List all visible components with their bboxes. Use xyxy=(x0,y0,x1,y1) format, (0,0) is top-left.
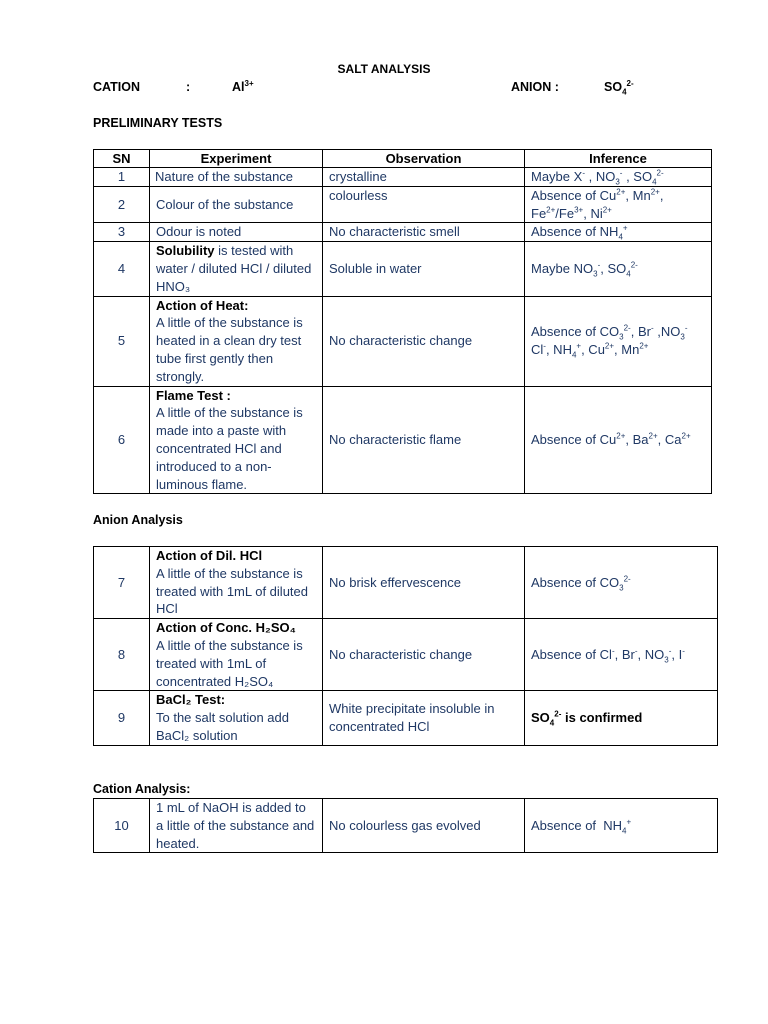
row-sn: 8 xyxy=(94,619,150,691)
table-row xyxy=(94,386,712,494)
row-experiment: Action of Dil. HCl A little of the substance is treated with 1mL of diluted HCl xyxy=(150,547,323,619)
col-experiment: Experiment xyxy=(150,150,323,168)
row-inference: $SO_4^{2-}$ is confirmed xyxy=(525,691,718,745)
table-row xyxy=(94,296,712,386)
row-experiment: Odour is noted xyxy=(150,223,323,242)
row-inference: Absence of $NH_4^+$ xyxy=(525,799,718,853)
row-experiment: Solubility is tested with water / diluted HCl / diluted HNO₃ xyxy=(150,242,323,296)
row-experiment: BaCl₂ Test: To the salt solution add BaCl₂ solution xyxy=(150,691,323,745)
row-observation: No brisk effervescence xyxy=(323,547,525,619)
anion-value: $SO_4^{2-}$ xyxy=(604,78,634,97)
row-observation: colourless xyxy=(323,186,525,223)
table-row xyxy=(94,168,712,187)
table-row xyxy=(94,799,718,853)
row-sn: 7 xyxy=(94,547,150,619)
anion-analysis-table xyxy=(93,546,718,746)
row-experiment: 1 mL of NaOH is added to a little of the substance and heated. xyxy=(150,799,323,853)
row-sn: 6 xyxy=(94,386,150,494)
row-experiment: Flame Test : A little of the substance is made into a paste with concentrated HCl and introduced to a non-luminous flame. xyxy=(150,386,323,494)
row-experiment: Action of Conc. H₂SO₄ A little of the substance is treated with 1mL of concentrated H₂SO₄ xyxy=(150,619,323,691)
row-sn: 9 xyxy=(94,691,150,745)
anion-label: ANION : xyxy=(511,80,559,94)
row-experiment: Nature of the substance xyxy=(150,168,323,187)
cation-analysis-table xyxy=(93,798,718,853)
row-observation: crystalline xyxy=(323,168,525,187)
col-inference: Inference xyxy=(525,150,712,168)
row-experiment: Action of Heat: A little of the substance is heated in a clean dry test tube first gently then strongly. xyxy=(150,296,323,386)
row-observation: White precipitate insoluble in concentrated HCl xyxy=(323,691,525,745)
page-title: SALT ANALYSIS xyxy=(337,62,431,76)
cation-separator: : xyxy=(186,80,191,94)
table-row xyxy=(94,547,718,619)
row-observation: No colourless gas evolved xyxy=(323,799,525,853)
row-inference: Absence of $Cu^{2+}$, $Mn^{2+}$, $Fe^{2+}/Fe^{3+}$, $Ni^{2+}$ xyxy=(525,186,712,223)
table-header-row xyxy=(94,150,712,168)
table-row xyxy=(94,186,712,223)
preliminary-tests-table xyxy=(93,149,712,494)
table-row xyxy=(94,223,712,242)
cation-label: CATION xyxy=(93,80,140,94)
row-inference: Absence of $CO_3^{2-}$, Br- $,NO_3^-$ Cl-, $NH_4^+$, $Cu^{2+}$, $Mn^{2+}$ xyxy=(525,296,712,386)
col-sn: SN xyxy=(94,150,150,168)
row-sn: 10 xyxy=(94,799,150,853)
preliminary-tests-heading: PRELIMINARY TESTS xyxy=(93,116,223,130)
row-observation: No characteristic smell xyxy=(323,223,525,242)
row-inference: Absence of Cl-, Br-, $NO_3^-$, I- xyxy=(525,619,718,691)
row-sn: 5 xyxy=(94,296,150,386)
row-experiment: Colour of the substance xyxy=(150,186,323,223)
row-inference: Maybe X- , $NO_3^-$ , $SO_4^{2-}$ xyxy=(525,168,712,187)
row-inference: Absence of $CO_3^{2-}$ xyxy=(525,547,718,619)
cation-analysis-heading: Cation Analysis: xyxy=(93,782,191,796)
table-row xyxy=(94,619,718,691)
table-row xyxy=(94,242,712,296)
col-observation: Observation xyxy=(323,150,525,168)
row-sn: 4 xyxy=(94,242,150,296)
row-inference: Maybe $NO_3^-$, $SO_4^{2-}$ xyxy=(525,242,712,296)
row-observation: Soluble in water xyxy=(323,242,525,296)
row-observation: No characteristic change xyxy=(323,619,525,691)
row-inference: Absence of $Cu^{2+}$, $Ba^{2+}$, $Ca^{2+}$ xyxy=(525,386,712,494)
row-observation: No characteristic change xyxy=(323,296,525,386)
table-row xyxy=(94,691,718,745)
row-observation: No characteristic flame xyxy=(323,386,525,494)
row-sn: 3 xyxy=(94,223,150,242)
anion-analysis-heading: Anion Analysis xyxy=(93,513,183,527)
row-inference: Absence of $NH_4^+$ xyxy=(525,223,712,242)
row-sn: 2 xyxy=(94,186,150,223)
row-sn: 1 xyxy=(94,168,150,187)
cation-value: $Al^{3+}$ xyxy=(232,78,254,94)
